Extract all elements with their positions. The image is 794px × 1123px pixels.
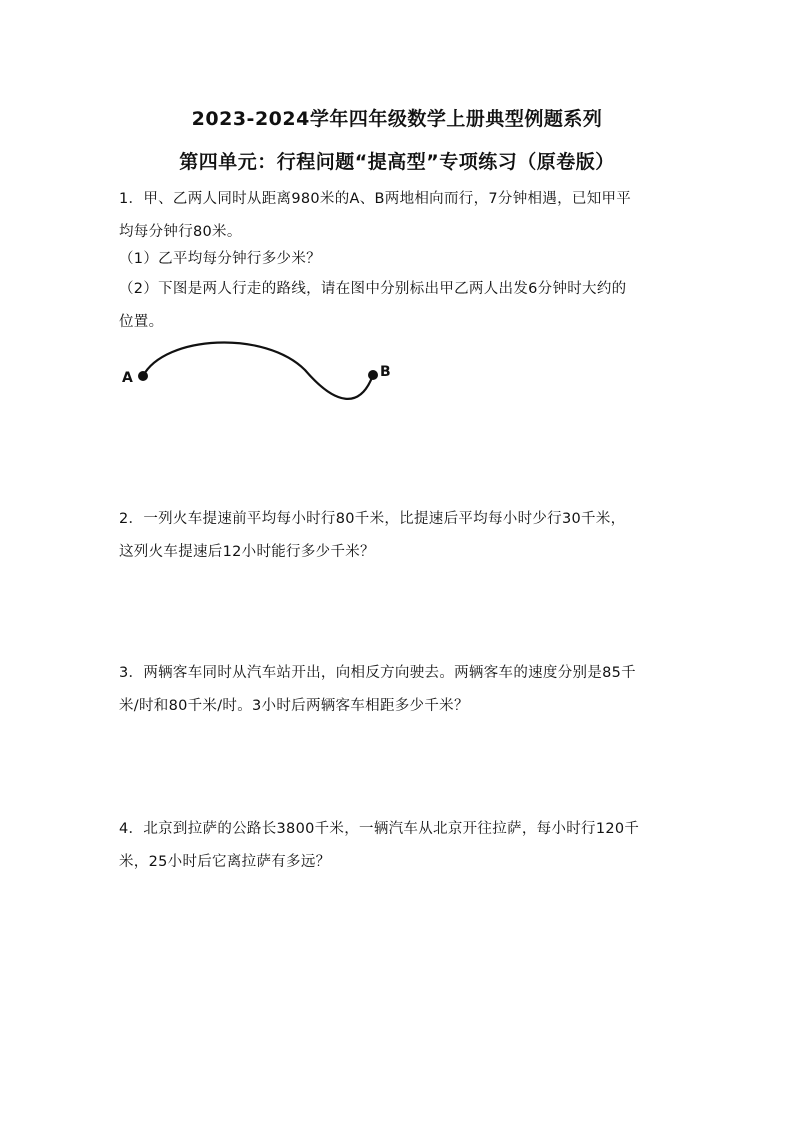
question-3-line-2: 米/时和80千米/时。3小时后两辆客车相距多少千米？ [119, 698, 469, 714]
question-1-line-1: 1．甲、乙两人同时从距离980米的A、B两地相向而行，7分钟相遇，已知甲平 [119, 191, 632, 207]
question-2-line-2: 这列火车提速后12小时能行多少千米？ [119, 544, 375, 560]
point-a-label: A [122, 370, 133, 386]
question-3-line-1: 3．两辆客车同时从汽车站开出，向相反方向驶去。两辆客车的速度分别是85千 [119, 665, 636, 681]
document-subtitle: 第四单元：行程问题“提高型”专项练习（原卷版） [179, 151, 615, 173]
question-1-part-1 [119, 243, 679, 276]
question-1 [119, 183, 679, 249]
point-b-label: B [380, 364, 391, 380]
question-4-line-2: 米，25小时后它离拉萨有多远？ [119, 854, 331, 870]
question-1-part-2 [119, 273, 679, 339]
question-1-line-2: 均每分钟行80米。 [119, 224, 242, 240]
question-2 [119, 503, 679, 569]
question-1-part-2-line-1: （2）下图是两人行走的路线，请在图中分别标出甲乙两人出发6分钟时大约的 [119, 281, 627, 297]
question-4-line-1: 4．北京到拉萨的公路长3800千米，一辆汽车从北京开往拉萨，每小时行120千 [119, 821, 640, 837]
question-4 [119, 813, 679, 879]
route-path [143, 342, 373, 398]
document-title: 2023-2024学年四年级数学上册典型例题系列 [191, 108, 603, 130]
point-b-dot [368, 370, 378, 380]
question-1-part-1-line-1: （1）乙平均每分钟行多少米？ [119, 251, 321, 267]
route-figure [115, 335, 405, 415]
point-a-dot [138, 371, 148, 381]
question-3 [119, 657, 679, 723]
question-1-part-2-line-2: 位置。 [119, 314, 164, 330]
question-2-line-1: 2．一列火车提速前平均每小时行80千米，比提速后平均每小时少行30千米， [119, 511, 626, 527]
